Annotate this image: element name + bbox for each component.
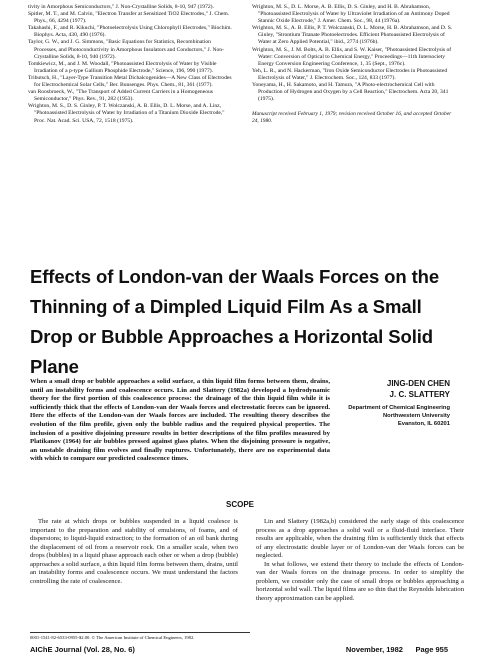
abstract: When a small drop or bubble approaches a solid surface, a thin liquid film forms between them, drains, until an instability forms and coalescence occurs. Lin and Slattery (1982a) developed a hydrodynamic theory for the first portion of this coalescence process: the drainage of the thin liquid film while it is sufficiently thick that the effects of London-van der Waals forces and electrostatic forces can be ignored. Here the effects of the London-van der Waals forces are included. The resulting theory describes the evolution of the film profile, given only the bubble radius and the required physical properties. The inclusion of a positive disjoining pressure results in better descriptions of the film profiles measured by Platikanov (1964) for air bubbles pressed against glass plates. When the disjoining pressure is negative, an unstable draining film evolves and finally ruptures. Unfortunately, there are no experimental data with which to compare our predicted coalescence times. bbox=[30, 378, 330, 463]
author-name: JING-DEN CHEN bbox=[386, 379, 450, 388]
reference-item: Tributsch, H., "Layer-Type Transition Metal Dichalcogenides—A New Class of Electrodes for Electrochemical Solar Cells," Ber. Bunsenges. Phys. Chem., 81, 361 (1977). bbox=[28, 74, 232, 89]
reference-item: Wrighton, M. S., A. B. Ellis, P. T. Wolczanski, D. L. Morse, H. B. Abrahamson, and D. S. Ginley, "Strontium Titanate Photoelectrodes. Efficient Photoassisted Electrolysis of Water at Zero Applied Potential," ibid., 2774 (1976b). bbox=[252, 25, 453, 46]
scope-paragraph: Lin and Slattery (1982a,b) considered the early stage of this coalescence process as a drop approaches a solid wall or a fluid-fluid interface. Their results are applicable, when the draining film is sufficiently thick that effects of any electrostatic double layer or of London-van der Waals forces can be neglected. bbox=[256, 518, 464, 559]
references-right-column bbox=[252, 4, 458, 131]
journal-name: AIChE Journal (Vol. 28, No. 6) bbox=[30, 645, 135, 654]
reference-item: Spitler, M. T., and M. Calvin, "Electron Transfer at Sensitized TiO2 Electrodes," J. Chem. Phys., 66, 4294 (1977). bbox=[28, 11, 230, 25]
article-title: Effects of London-van der Waals Forces on the Thinning of a Dimpled Liquid Film As a Small Drop or Bubble Approaches a Horizontal Solid Plane bbox=[30, 266, 440, 377]
reference-item: Wrighton, M. S., D. L. Morse, A. B. Ellis, D. S. Ginley, and H. B. Abrahamson, "Photoassisted Electrolysis of Water by Ultraviolet Irradiation of an Antimony Doped Stannic Oxide Electrode," J. Amer. Chem. Soc., 98, 44 (1976a). bbox=[252, 4, 450, 25]
issue-date: November, 1982 bbox=[345, 645, 403, 654]
author-block bbox=[340, 378, 450, 428]
page-footer bbox=[30, 645, 448, 654]
copyright-footnote: 0001-1541-82-6533-0955-$2.00. © The American Institute of Chemical Engineers, 1982. bbox=[30, 632, 250, 640]
scope-left-column bbox=[30, 518, 238, 586]
reference-item: Yeh, L. R., and N. Hackerman, "Iron Oxide Semiconductor Electrodes in Photoassisted Electrolysis of Water," J. Electrochem. Soc., 124, 833 (1977). bbox=[252, 67, 448, 81]
reference-item: Takahashi, F., and R. Kikuchi, "Photoelectrolysis Using Chlorophyll Electrodes," Biochim. Biophys. Acta, 430, 490 (1976). bbox=[28, 25, 232, 39]
affiliation-line: Evanston, IL 60201 bbox=[397, 421, 450, 427]
reference-item: tivity in Amorphous Semiconductors," J. Non-Crystalline Solids, 8-10, 947 (1972). bbox=[28, 4, 214, 10]
affiliation-line: Department of Chemical Engineering bbox=[348, 405, 450, 411]
reference-item: Taylor, G. W., and J. G. Simmons, "Basic Equations for Statistics, Recombination Processes, and Photoconductivity in Amorphous Insulators and Conductors," J. Non-Crystalline Solids, 8-10, 940 (1972). bbox=[28, 39, 224, 60]
affiliation-line: Northwestern University bbox=[382, 413, 450, 419]
author-name: J. C. SLATTERY bbox=[389, 390, 450, 399]
reference-item: Tomkiewicz, M., and J. M. Woodall, "Photoassisted Electrolysis of Water by Visible Irradiation of a p-type Gallium Phosphide Electrode," Science, 196, 990 (1977). bbox=[28, 60, 217, 74]
reference-item: Yoneyama, H., H. Sakamoto, and H. Tamura, "A Photo-electrochemical Cell with Production of Hydrogen and Oxygen by a Cell Reaction," Electrochem. Acta 20, 341 (1975). bbox=[252, 82, 449, 103]
footer-right bbox=[346, 645, 448, 654]
references-left-column bbox=[28, 4, 234, 131]
manuscript-note: Manuscript received February 1, 1979; revision received October 16, and accepted October 24, 1980. bbox=[252, 111, 452, 125]
page-number: Page 955 bbox=[415, 645, 448, 654]
scope-right-column bbox=[256, 518, 464, 603]
scope-heading: SCOPE bbox=[225, 500, 254, 509]
scope-paragraph: In what follows, we extend their theory to include the effects of London-van der Waals forces on the drainage process. In order to simplify the problem, we consider only the case of small drops or bubbles approaching a horizontal solid wall. The liquid films are so thin that the Reynolds lubrication theory approximation can be applied. bbox=[256, 560, 464, 602]
scope-paragraph: The rate at which drops or bubbles suspended in a liquid coalesce is important to the preparation and stability of emulsions, of foams, and of dispersions; to liquid-liquid extraction; to the formation of an oil bank during the displacement of oil from a reservoir rock. On a smaller scale, when two drops (bubbles) in a liquid phase approach each other or when a drop (bubble) approaches a solid surface, a thin liquid film forms between them, drains, until an instability forms and coalescence occurs. We must understand the factors controlling the rate of coalescence. bbox=[30, 518, 238, 585]
affiliation bbox=[340, 404, 450, 428]
reference-item: Wrighton, M. S., J. M. Bolts, A. B. Ellis, and S. W. Kaiser, "Photoassisted Electrolysis of Water: Conversion of Optical to Chemical Energy," Proceedings—11th Intersociety Energy Conversion Engineering Conference, 1, 35 (Sept., 1976c). bbox=[252, 46, 452, 67]
references-section bbox=[28, 4, 458, 131]
reference-item: Wrighton, M. S., D. S. Ginley, P. T. Wolczanski, A. B. Ellis, D. L. Morse, and A. Linz, "Photoassisted Electrolysis of Water by Irradiation of a Titanium Dioxide Electrode," Proc. Nat. Acad. Sci. USA, 72, 1518 (1975). bbox=[28, 103, 225, 124]
reference-item: van Roosbroeck, W., "The Transport of Added Current Carriers in a Homogeneous Semiconductor," Phys. Rev., 91, 282 (1953). bbox=[28, 89, 213, 103]
